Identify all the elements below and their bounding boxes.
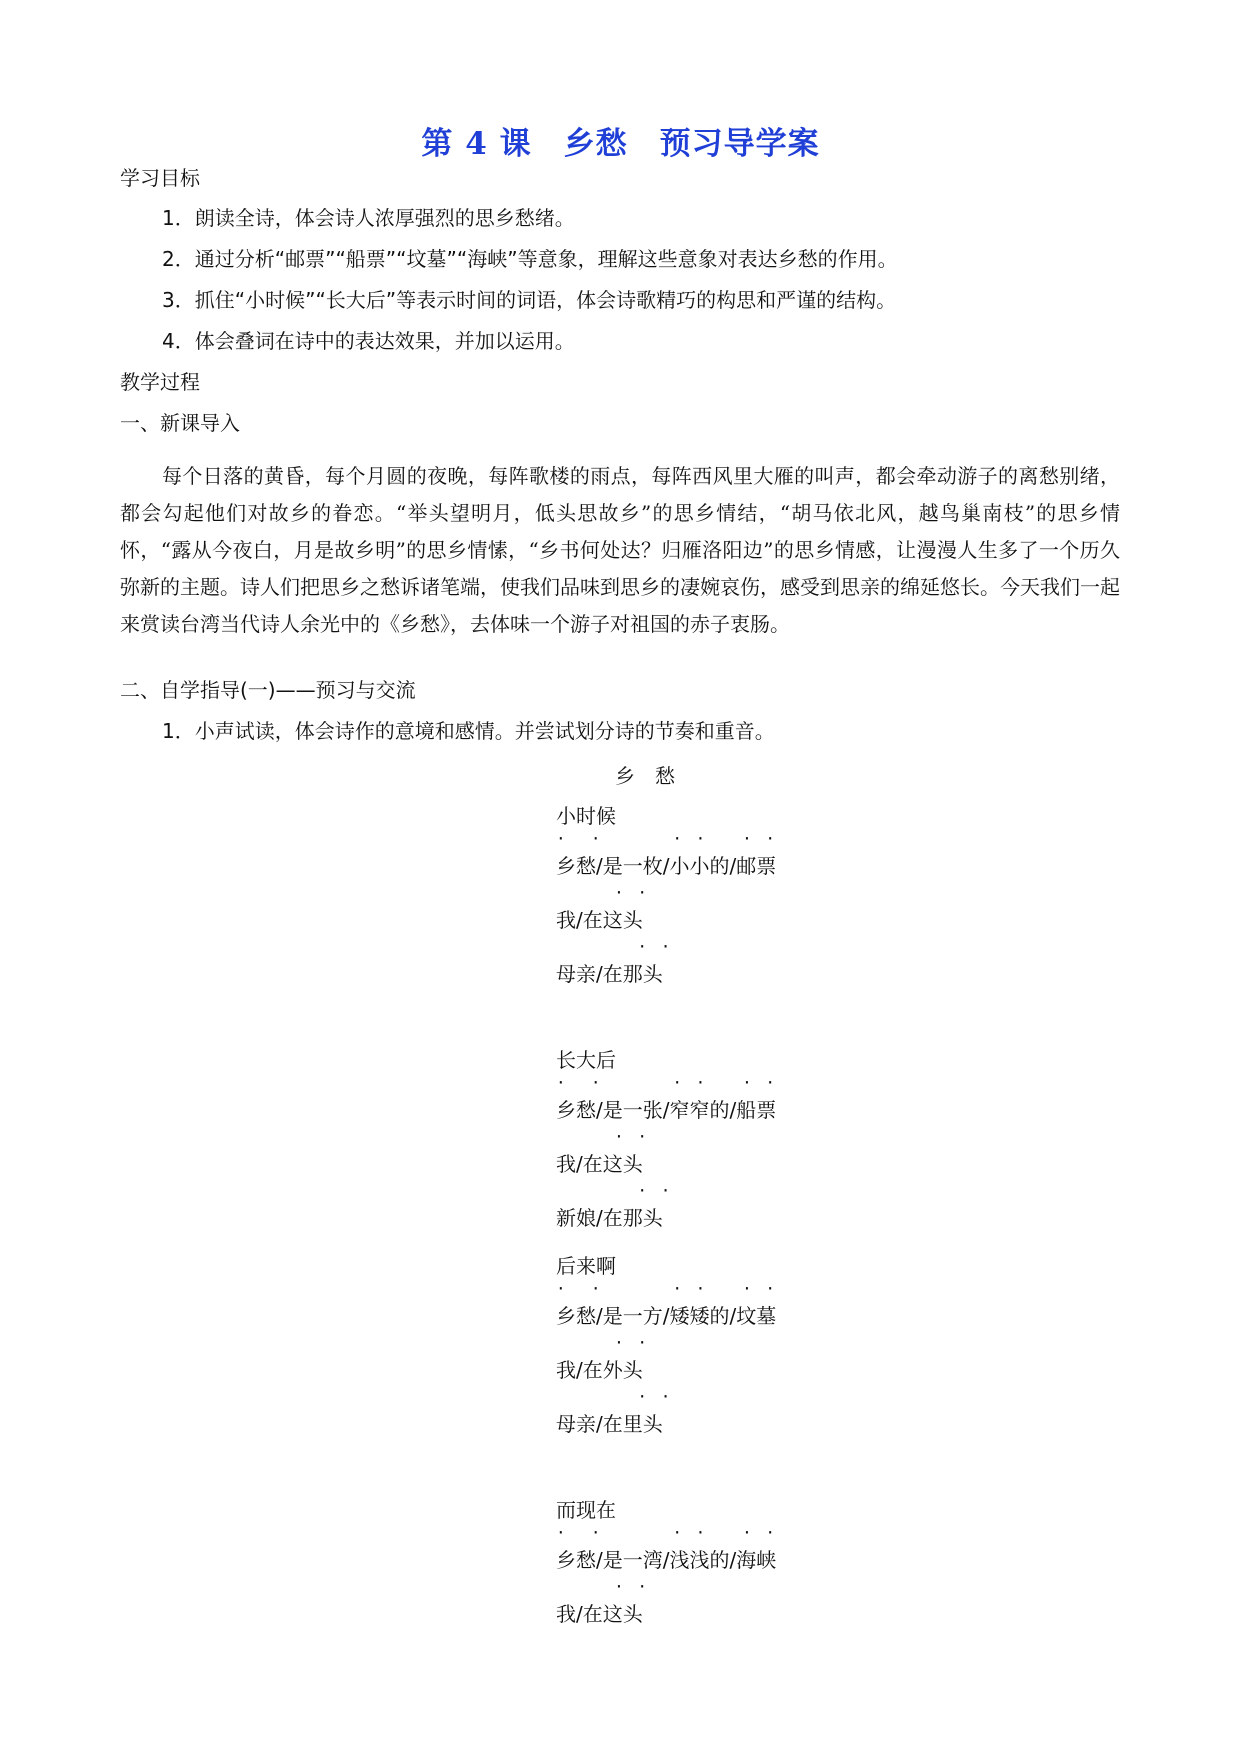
poem-line: 长大后 — [556, 1048, 616, 1072]
process-heading: 教学过程 — [120, 370, 200, 394]
poem-line: 乡愁/是一枚/小小的/邮票 — [556, 854, 777, 878]
stress-dots: · · — [556, 1577, 650, 1596]
poem-line: 我/在这头 — [556, 1152, 643, 1176]
poem-line: 乡愁/是一湾/浅浅的/海峡 — [556, 1548, 777, 1572]
page-title: 第 4 课 乡愁 预习导学案 — [421, 126, 820, 162]
stress-dots: · · — [556, 883, 650, 902]
objective-item: 1．朗读全诗，体会诗人浓厚强烈的思乡愁绪。 — [162, 206, 575, 230]
stress-dots: · · · · · · — [556, 1279, 778, 1298]
poem-line: 小时候 — [556, 804, 616, 828]
poem-line: 乡愁/是一方/矮矮的/坟墓 — [556, 1304, 777, 1328]
stress-dots: · · — [556, 1333, 650, 1352]
poem-line: 母亲/在那头 — [556, 962, 663, 986]
poem-line: 母亲/在里头 — [556, 1412, 663, 1436]
stress-dots: · · — [556, 1387, 673, 1406]
poem-title: 乡愁 — [615, 764, 695, 788]
stress-dots: · · · · · · — [556, 1073, 778, 1092]
poem-line: 我/在这头 — [556, 1602, 643, 1626]
poem-line: 新娘/在那头 — [556, 1206, 663, 1230]
objectives-heading: 学习目标 — [120, 166, 200, 190]
section-heading: 一、新课导入 — [120, 411, 240, 435]
stress-dots: · · · · · · — [556, 1523, 778, 1542]
objective-item: 3．抓住“小时候”“长大后”等表示时间的词语，体会诗歌精巧的构思和严谨的结构。 — [162, 288, 897, 312]
section-heading: 二、自学指导(一)——预习与交流 — [120, 678, 416, 702]
objective-item: 4．体会叠词在诗中的表达效果，并加以运用。 — [162, 329, 575, 353]
poem-line: 我/在这头 — [556, 908, 643, 932]
poem-line: 乡愁/是一张/窄窄的/船票 — [556, 1098, 777, 1122]
poem-line: 而现在 — [556, 1498, 616, 1522]
poem-line: 我/在外头 — [556, 1358, 643, 1382]
poem-line: 后来啊 — [556, 1254, 616, 1278]
stress-dots: · · — [556, 937, 673, 956]
objective-item: 2．通过分析“邮票”“船票”“坟墓”“海峡”等意象，理解这些意象对表达乡愁的作用。 — [162, 247, 898, 271]
intro-paragraph: 每个日落的黄昏，每个月圆的夜晚，每阵歌楼的雨点，每阵西风里大雁的叫声，都会牵动游子的离愁别绪，都会勾起他们对故乡的眷恋。“举头望明月，低头思故乡”的思乡情结，“胡马依北风，越鸟巢南枝”的思乡情怀，“露从今夜白，月是故乡明”的思乡情愫，“乡书何处达？归雁洛阳边”的思乡情感，让漫漫人生多了一个历久弥新的主题。诗人们把思乡之愁诉诸笔端，使我们品味到思乡的凄婉哀伤，感受到思亲的绵延悠长。今天我们一起来赏读台湾当代诗人余光中的《乡愁》，去体味一个游子对祖国的赤子衷肠。 — [120, 464, 1120, 636]
stress-dots: · · — [556, 1181, 673, 1200]
stress-dots: · · — [556, 1127, 650, 1146]
task-instruction: 1．小声试读，体会诗作的意境和感情。并尝试划分诗的节奏和重音。 — [162, 719, 775, 743]
stress-dots: · · · · · · — [556, 829, 778, 848]
